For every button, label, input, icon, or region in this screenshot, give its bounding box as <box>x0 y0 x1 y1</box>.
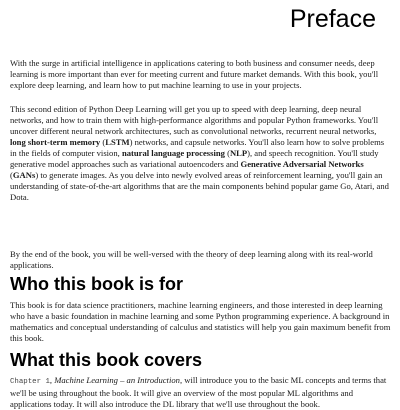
term-gan-full: Generative Adversarial Networks <box>240 159 364 169</box>
text-run: ( <box>224 148 230 158</box>
text-run: , <box>49 375 55 385</box>
edition-paragraph <box>10 104 392 203</box>
term-nlp: NLP <box>229 148 248 158</box>
intro-paragraph: With the surge in artificial intelligence in applications catering to both business and consumer needs, deep learning is more important than ever for meeting current and future market demands. With this book, you'll explore deep learning, and learn how to put machine learning to use in your projects. <box>10 58 379 90</box>
text-run: ), and speech recognition. You'll study generative model approaches such as variational autoencoders and <box>10 148 379 169</box>
term-nlp-full: natural language processing <box>121 148 225 158</box>
text-run: ( <box>10 170 13 180</box>
text-run: ) to generate images. As you delve into newly evolved areas of reinforcement learning, you'll gain an understanding of state-of-the-art algorithms that are the main components behind popular game Go, Atari, and Dota. <box>10 170 389 202</box>
page-title: Preface <box>289 5 376 33</box>
chapter-title: Machine Learning – an Introduction <box>54 375 180 385</box>
chapter-label: Chapter 1 <box>10 378 50 386</box>
section-heading-who: Who this book is for <box>10 274 183 294</box>
term-lstm-full: long short-term memory <box>10 137 101 147</box>
closing-paragraph: By the end of the book, you will be well-versed with the theory of deep learning along with its real-world applications. <box>10 249 373 270</box>
term-lstm: LSTM <box>105 137 130 147</box>
text-run: This second edition of Python Deep Learning will get you up to speed with deep learning, deep neural networks, and how to train them with high-performance algorithms and popular Python frameworks. You'll uncover different neural network architectures, such as convolutional networks, recurrent neural networks, <box>10 104 379 136</box>
text-run: ) networks, and capsule networks. You'll also learn how to solve problems in the fields of computer vision, <box>10 137 385 158</box>
term-gans: GANs <box>12 170 36 180</box>
section-heading-covers: What this book covers <box>10 350 203 370</box>
text-run: ( <box>100 137 106 147</box>
who-paragraph: This book is for data science practitioners, machine learning engineers, and those interested in deep learning who have a basic foundation in machine learning and some Python programming experience. A background in mathematics and conceptual understanding of calculus and statistics will help you gain maximum benefit from this book. <box>10 300 391 343</box>
text-run: , will introduce you to the basic ML concepts and terms that we'll be using throughout the book. It will give an overview of the most popular ML algorithms and applications today. It will also introduce the DL library that we'll use throughout the book. <box>10 375 387 409</box>
chapter-1-summary <box>10 375 392 410</box>
